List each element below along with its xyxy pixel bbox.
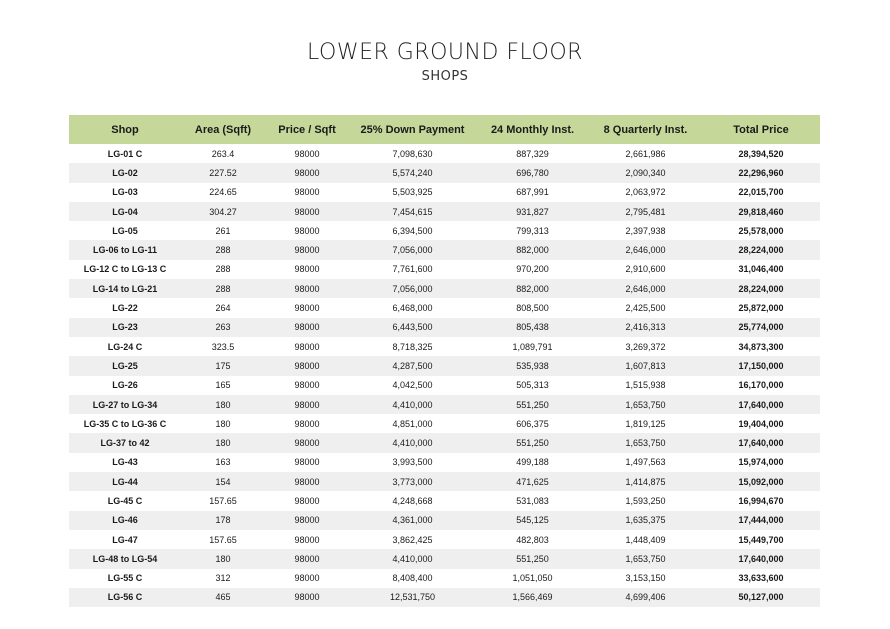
table-row (69, 453, 820, 472)
page-title: LOWER GROUND FLOOR (307, 40, 583, 65)
area-cell: 224.65 (209, 187, 237, 198)
price-per-sqft-cell: 98000 (294, 418, 320, 429)
table-row (69, 356, 820, 375)
shop-cell: LG-47 (112, 534, 138, 545)
down-payment-cell: 3,773,000 (349, 472, 476, 491)
down-payment-cell: 5,574,240 (349, 163, 476, 182)
total-price-cell: 28,224,000 (702, 240, 820, 259)
price-per-sqft-cell: 98000 (265, 356, 349, 375)
shop-cell: LG-43 (112, 457, 138, 468)
price-per-sqft-cell: 98000 (294, 534, 320, 545)
price-per-sqft-cell: 98000 (265, 433, 349, 452)
total-price-cell: 33,633,600 (738, 573, 784, 584)
area-cell: 263 (181, 318, 265, 337)
down-payment-cell: 7,454,615 (349, 202, 476, 221)
column-header-area: Area (Sqft) (181, 115, 265, 144)
shop-cell: LG-04 (69, 202, 181, 221)
total-price-cell: 17,640,000 (702, 549, 820, 568)
shop-cell: LG-48 to LG-54 (69, 549, 181, 568)
total-price-cell: 17,444,000 (702, 511, 820, 530)
quarterly-installment-cell: 2,646,000 (589, 279, 702, 298)
area-cell: 165 (215, 380, 231, 391)
quarterly-installment-cell: 2,416,313 (589, 318, 702, 337)
table-row (69, 144, 820, 163)
monthly-installment-cell: 882,000 (476, 240, 589, 259)
quarterly-installment-cell: 1,635,375 (589, 511, 702, 530)
monthly-installment-cell: 551,250 (476, 549, 589, 568)
quarterly-installment-cell: 1,653,750 (589, 549, 702, 568)
quarterly-installment-cell: 1,653,750 (589, 433, 702, 452)
price-per-sqft-cell: 98000 (294, 573, 320, 584)
total-price-cell: 17,640,000 (702, 433, 820, 452)
column-header-monthly-installment: 24 Monthly Inst. (476, 115, 589, 144)
quarterly-installment-cell: 1,819,125 (625, 418, 666, 429)
price-per-sqft-cell: 98000 (294, 148, 320, 159)
monthly-installment-cell: 1,089,791 (512, 341, 553, 352)
quarterly-installment-cell: 2,425,500 (625, 303, 666, 314)
area-cell: 465 (181, 588, 265, 607)
monthly-installment-cell: 551,250 (476, 395, 589, 414)
down-payment-cell: 4,287,500 (349, 356, 476, 375)
total-price-cell: 25,774,000 (702, 318, 820, 337)
quarterly-installment-cell: 4,699,406 (589, 588, 702, 607)
monthly-installment-cell: 531,083 (516, 495, 549, 506)
down-payment-cell: 7,761,600 (392, 264, 433, 275)
shop-cell: LG-23 (69, 318, 181, 337)
column-header-total-price: Total Price (702, 115, 820, 144)
quarterly-installment-cell: 2,646,000 (589, 240, 702, 259)
monthly-installment-cell: 505,313 (516, 380, 549, 391)
table-row (69, 183, 820, 202)
shop-cell: LG-37 to 42 (69, 433, 181, 452)
table-row (69, 279, 820, 298)
monthly-installment-cell: 799,313 (516, 225, 549, 236)
area-cell: 288 (215, 264, 231, 275)
price-per-sqft-cell: 98000 (265, 318, 349, 337)
price-per-sqft-cell: 98000 (294, 225, 320, 236)
quarterly-installment-cell: 3,269,372 (625, 341, 666, 352)
total-price-cell: 17,150,000 (702, 356, 820, 375)
area-cell: 180 (181, 395, 265, 414)
area-cell: 323.5 (211, 341, 235, 352)
table-row (69, 472, 820, 491)
area-cell: 157.65 (209, 495, 237, 506)
quarterly-installment-cell: 1,607,813 (589, 356, 702, 375)
shop-cell: LG-12 C to LG-13 C (83, 264, 167, 275)
table-header-row (69, 115, 820, 144)
quarterly-installment-cell: 1,414,875 (589, 472, 702, 491)
total-price-cell: 25,578,000 (738, 225, 784, 236)
table-row (69, 240, 820, 259)
down-payment-cell: 3,862,425 (392, 534, 433, 545)
total-price-cell: 34,873,300 (738, 341, 784, 352)
area-cell: 180 (181, 549, 265, 568)
quarterly-installment-cell: 1,593,250 (625, 495, 666, 506)
total-price-cell: 16,994,670 (738, 495, 784, 506)
monthly-installment-cell: 882,000 (476, 279, 589, 298)
table-row (69, 414, 820, 433)
area-cell: 227.52 (181, 163, 265, 182)
down-payment-cell: 12,531,750 (349, 588, 476, 607)
monthly-installment-cell: 805,438 (476, 318, 589, 337)
down-payment-cell: 7,056,000 (349, 240, 476, 259)
shop-cell: LG-46 (69, 511, 181, 530)
price-per-sqft-cell: 98000 (294, 303, 320, 314)
down-payment-cell: 4,248,668 (392, 495, 433, 506)
area-cell: 312 (215, 573, 231, 584)
shop-cell: LG-25 (69, 356, 181, 375)
area-cell: 180 (181, 433, 265, 452)
monthly-installment-cell: 1,051,050 (512, 573, 553, 584)
table-row (69, 337, 820, 356)
table-row (69, 260, 820, 279)
shop-cell: LG-24 C (107, 341, 143, 352)
total-price-cell: 25,872,000 (738, 303, 784, 314)
price-per-sqft-cell: 98000 (265, 511, 349, 530)
shop-cell: LG-44 (69, 472, 181, 491)
monthly-installment-cell: 551,250 (476, 433, 589, 452)
monthly-installment-cell: 931,827 (476, 202, 589, 221)
monthly-installment-cell: 606,375 (516, 418, 549, 429)
area-cell: 263.4 (211, 148, 235, 159)
price-per-sqft-cell: 98000 (294, 187, 320, 198)
total-price-cell: 28,394,520 (738, 148, 784, 159)
total-price-cell: 31,046,400 (738, 264, 784, 275)
total-price-cell: 19,404,000 (738, 418, 784, 429)
shop-cell: LG-35 C to LG-36 C (83, 418, 167, 429)
quarterly-installment-cell: 1,448,409 (625, 534, 666, 545)
column-header-down-payment: 25% Down Payment (349, 115, 476, 144)
area-cell: 175 (181, 356, 265, 375)
monthly-installment-cell: 887,329 (516, 148, 549, 159)
table-row (69, 530, 820, 549)
shop-cell: LG-45 C (107, 495, 143, 506)
monthly-installment-cell: 471,625 (476, 472, 589, 491)
total-price-cell: 29,818,460 (702, 202, 820, 221)
area-cell: 288 (181, 240, 265, 259)
down-payment-cell: 8,718,325 (392, 341, 433, 352)
table-row (69, 318, 820, 337)
price-per-sqft-cell: 98000 (294, 341, 320, 352)
total-price-cell: 50,127,000 (702, 588, 820, 607)
down-payment-cell: 4,410,000 (349, 549, 476, 568)
area-cell: 180 (215, 418, 231, 429)
table-row (69, 202, 820, 221)
price-per-sqft-cell: 98000 (294, 264, 320, 275)
quarterly-installment-cell: 2,090,340 (589, 163, 702, 182)
quarterly-installment-cell: 2,661,986 (625, 148, 666, 159)
table-body (69, 144, 820, 607)
table-row (69, 395, 820, 414)
area-cell: 304.27 (181, 202, 265, 221)
table-row (69, 376, 820, 395)
quarterly-installment-cell: 1,515,938 (625, 380, 666, 391)
area-cell: 264 (215, 303, 231, 314)
column-header-shop: Shop (69, 115, 181, 144)
monthly-installment-cell: 482,803 (516, 534, 549, 545)
total-price-cell: 17,640,000 (702, 395, 820, 414)
down-payment-cell: 6,443,500 (349, 318, 476, 337)
price-per-sqft-cell: 98000 (294, 495, 320, 506)
down-payment-cell: 4,410,000 (349, 433, 476, 452)
quarterly-installment-cell: 1,497,563 (625, 457, 666, 468)
price-per-sqft-cell: 98000 (265, 202, 349, 221)
price-per-sqft-cell: 98000 (265, 163, 349, 182)
monthly-installment-cell: 1,566,469 (476, 588, 589, 607)
down-payment-cell: 3,993,500 (392, 457, 433, 468)
monthly-installment-cell: 499,188 (516, 457, 549, 468)
down-payment-cell: 8,408,400 (392, 573, 433, 584)
down-payment-cell: 4,361,000 (349, 511, 476, 530)
area-cell: 288 (181, 279, 265, 298)
area-cell: 261 (215, 225, 231, 236)
shop-cell: LG-06 to LG-11 (69, 240, 181, 259)
table-row (69, 569, 820, 588)
shop-cell: LG-26 (112, 380, 138, 391)
monthly-installment-cell: 535,938 (476, 356, 589, 375)
table-row (69, 549, 820, 568)
down-payment-cell: 5,503,925 (392, 187, 433, 198)
shop-cell: LG-27 to LG-34 (69, 395, 181, 414)
monthly-installment-cell: 970,200 (516, 264, 549, 275)
table-row (69, 491, 820, 510)
table-row (69, 433, 820, 452)
table-row (69, 298, 820, 317)
shop-cell: LG-14 to LG-21 (69, 279, 181, 298)
quarterly-installment-cell: 1,653,750 (589, 395, 702, 414)
total-price-cell: 15,092,000 (702, 472, 820, 491)
area-cell: 178 (181, 511, 265, 530)
column-header-quarterly-installment: 8 Quarterly Inst. (589, 115, 702, 144)
price-per-sqft-cell: 98000 (294, 380, 320, 391)
shop-cell: LG-56 C (69, 588, 181, 607)
price-per-sqft-cell: 98000 (265, 279, 349, 298)
down-payment-cell: 4,042,500 (392, 380, 433, 391)
price-per-sqft-cell: 98000 (265, 472, 349, 491)
total-price-cell: 22,296,960 (702, 163, 820, 182)
total-price-cell: 15,449,700 (738, 534, 784, 545)
down-payment-cell: 7,098,630 (392, 148, 433, 159)
quarterly-installment-cell: 2,063,972 (625, 187, 666, 198)
price-per-sqft-cell: 98000 (265, 549, 349, 568)
table-row (69, 511, 820, 530)
monthly-installment-cell: 808,500 (516, 303, 549, 314)
price-table (69, 115, 820, 607)
page-subtitle: SHOPS (421, 69, 469, 84)
total-price-cell: 15,974,000 (738, 457, 784, 468)
shop-cell: LG-02 (69, 163, 181, 182)
price-per-sqft-cell: 98000 (265, 395, 349, 414)
area-cell: 157.65 (209, 534, 237, 545)
column-header-price-per-sqft: Price / Sqft (265, 115, 349, 144)
total-price-cell: 28,224,000 (702, 279, 820, 298)
total-price-cell: 16,170,000 (738, 380, 784, 391)
price-per-sqft-cell: 98000 (265, 588, 349, 607)
monthly-installment-cell: 696,780 (476, 163, 589, 182)
price-per-sqft-cell: 98000 (265, 240, 349, 259)
down-payment-cell: 6,394,500 (392, 225, 433, 236)
shop-cell: LG-05 (112, 225, 138, 236)
total-price-cell: 22,015,700 (738, 187, 784, 198)
shop-cell: LG-55 C (107, 573, 143, 584)
area-cell: 154 (181, 472, 265, 491)
down-payment-cell: 6,468,000 (392, 303, 433, 314)
table-row (69, 588, 820, 607)
shop-cell: LG-03 (112, 187, 138, 198)
table-row (69, 221, 820, 240)
down-payment-cell: 4,851,000 (392, 418, 433, 429)
price-per-sqft-cell: 98000 (294, 457, 320, 468)
area-cell: 163 (215, 457, 231, 468)
quarterly-installment-cell: 2,910,600 (625, 264, 666, 275)
shop-cell: LG-01 C (107, 148, 143, 159)
monthly-installment-cell: 687,991 (516, 187, 549, 198)
monthly-installment-cell: 545,125 (476, 511, 589, 530)
quarterly-installment-cell: 2,795,481 (589, 202, 702, 221)
table-row (69, 163, 820, 182)
down-payment-cell: 4,410,000 (349, 395, 476, 414)
quarterly-installment-cell: 2,397,938 (625, 225, 666, 236)
down-payment-cell: 7,056,000 (349, 279, 476, 298)
shop-cell: LG-22 (112, 303, 138, 314)
quarterly-installment-cell: 3,153,150 (625, 573, 666, 584)
